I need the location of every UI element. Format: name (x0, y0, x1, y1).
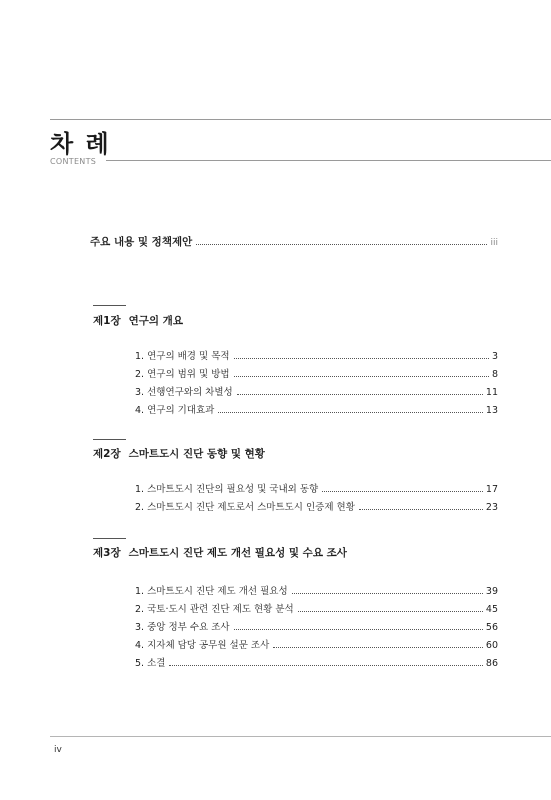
toc-entry-label: 5. 소결 (135, 658, 166, 669)
toc-entry-label: 1. 스마트도시 진단의 필요성 및 국내외 동향 (135, 484, 319, 495)
chapter-title: 스마트도시 진단 동향 및 현황 (128, 448, 265, 460)
toc-entry-page: 17 (485, 484, 498, 495)
chapter-heading[interactable] (93, 313, 183, 328)
toc-entry-page: 45 (485, 604, 498, 615)
leader-dots (322, 490, 483, 492)
toc-entry[interactable] (135, 366, 498, 380)
toc-entry[interactable] (135, 619, 498, 633)
toc-entry-page: 39 (485, 586, 498, 597)
toc-entry-page: 8 (491, 369, 498, 380)
leader-dots (273, 646, 483, 648)
toc-entry-page: 56 (485, 622, 498, 633)
leader-dots (196, 243, 487, 245)
chapter-divider (93, 439, 126, 440)
leader-dots (359, 508, 483, 510)
chapter-number: 제3장 (93, 547, 121, 559)
toc-entry-label: 1. 연구의 배경 및 목적 (135, 351, 230, 362)
toc-entry-label: 2. 연구의 범위 및 방법 (135, 369, 230, 380)
toc-entry-page: 60 (485, 640, 498, 651)
leader-dots (234, 628, 483, 630)
page-title: 차 례 (50, 130, 111, 158)
toc-entry[interactable] (135, 348, 498, 362)
chapter-number: 제2장 (93, 448, 121, 460)
chapter-heading[interactable] (93, 446, 265, 461)
toc-entry-label: 1. 스마트도시 진단 제도 개선 필요성 (135, 586, 288, 597)
chapter-heading[interactable] (93, 545, 347, 560)
toc-entry-page: 11 (485, 387, 498, 398)
toc-entry-label: 주요 내용 및 정책제안 (90, 236, 193, 248)
leader-dots (234, 357, 489, 359)
toc-entry-page: 13 (485, 405, 498, 416)
chapter-divider (93, 538, 126, 539)
leader-dots (298, 610, 483, 612)
toc-entry[interactable] (135, 601, 498, 615)
toc-entry[interactable] (135, 481, 498, 495)
toc-entry-label: 3. 중앙 정부 수요 조사 (135, 622, 230, 633)
toc-entry[interactable] (135, 583, 498, 597)
toc-entry-page: iii (490, 238, 498, 248)
toc-entry[interactable] (135, 637, 498, 651)
chapter-title: 스마트도시 진단 제도 개선 필요성 및 수요 조사 (128, 547, 347, 559)
chapter-title: 연구의 개요 (128, 315, 183, 327)
toc-summary-entry[interactable] (90, 234, 498, 249)
chapter-divider (93, 305, 126, 306)
toc-entry-page: 3 (491, 351, 498, 362)
page-subtitle: CONTENTS (50, 157, 97, 166)
toc-entry-label: 2. 스마트도시 진단 제도로서 스마트도시 인증제 현황 (135, 502, 355, 513)
leader-dots (237, 393, 483, 395)
toc-entry-page: 23 (485, 502, 498, 513)
toc-entry[interactable] (135, 655, 498, 669)
toc-entry-label: 4. 연구의 기대효과 (135, 405, 215, 416)
leader-dots (234, 375, 489, 377)
leader-dots (292, 592, 483, 594)
toc-entry-label: 2. 국토·도시 관련 진단 제도 현황 분석 (135, 604, 294, 615)
leader-dots (169, 664, 482, 666)
top-rule (50, 119, 551, 120)
toc-entry[interactable] (135, 402, 498, 416)
subtitle-rule (106, 160, 551, 161)
toc-entry-label: 4. 지자체 담당 공무원 설문 조사 (135, 640, 270, 651)
page-number: iv (54, 745, 62, 755)
toc-entry-page: 86 (485, 658, 498, 669)
toc-entry[interactable] (135, 499, 498, 513)
toc-entry-label: 3. 선행연구와의 차별성 (135, 387, 233, 398)
toc-entry[interactable] (135, 384, 498, 398)
chapter-number: 제1장 (93, 315, 121, 327)
footer-rule (50, 736, 551, 737)
leader-dots (218, 411, 483, 413)
